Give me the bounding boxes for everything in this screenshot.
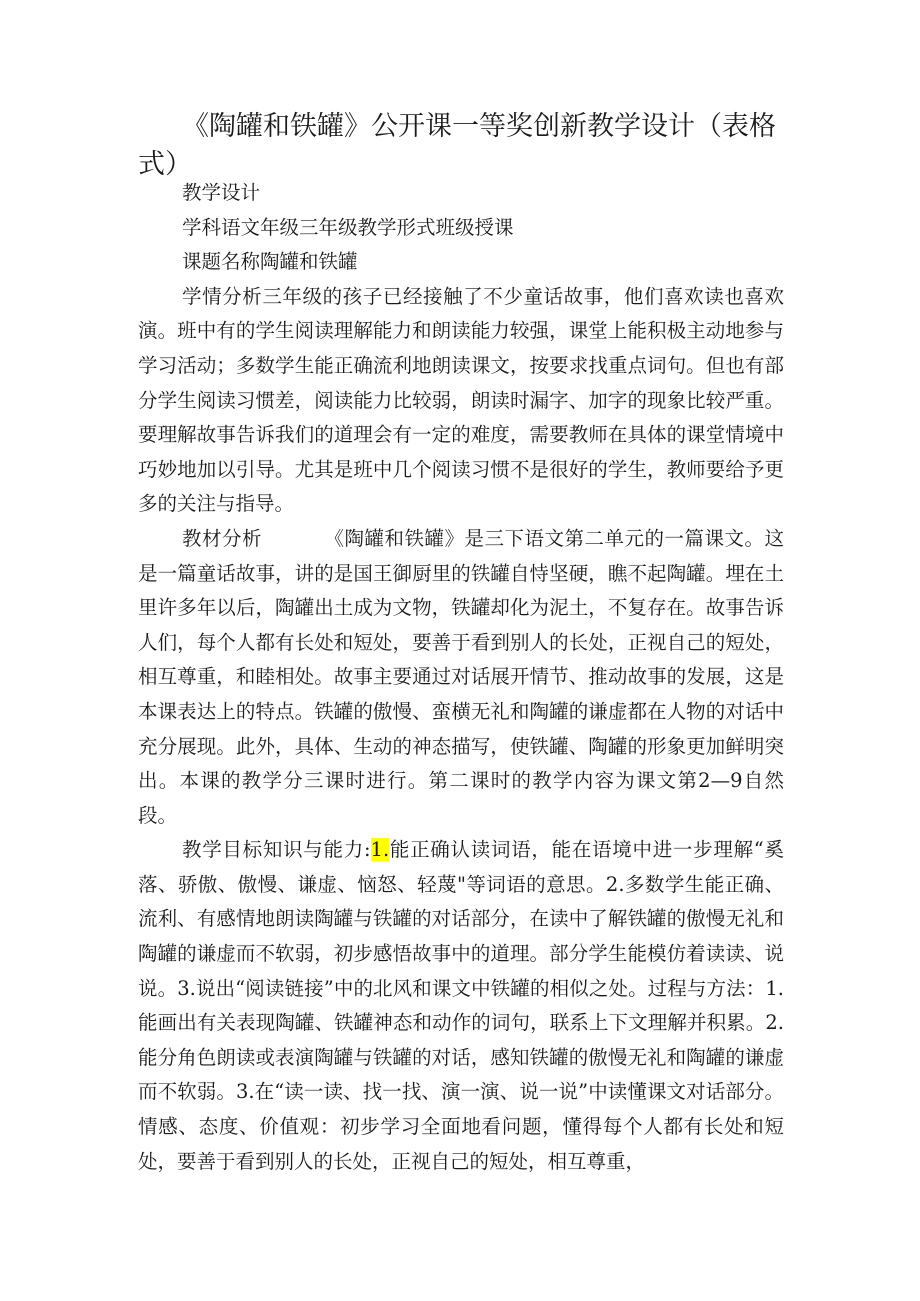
highlighted-number: 1.	[370, 838, 390, 862]
subject-line: 学科语文年级三年级教学形式班级授课	[182, 215, 514, 239]
goals-label: 教学目标知识与能力:	[182, 838, 371, 862]
teaching-goals-paragraph	[138, 833, 784, 1179]
student-analysis-paragraph: 学情分析三年级的孩子已经接触了不少童话故事，他们喜欢读也喜欢演。班中有的学生阅读理解能力和朗读能力较强，课堂上能积极主动地参与学习活动；多数学生能正确流利地朗读课文，按要求找重点词句。但也有部分学生阅读习惯差，阅读能力比较弱，朗读时漏字、加字的现象比较严重。要理解故事告诉我们的道理会有一定的难度，需要教师在具体的课堂情境中巧妙地加以引导。尤其是班中几个阅读习惯不是很好的学生，教师要给予更多的关注与指导。	[138, 284, 784, 516]
material-text: 《陶罐和铁罐》是三下语文第二单元的一篇课文。这是一篇童话故事，讲的是国王御厨里的铁罐自恃坚硬，瞧不起陶罐。埋在土里许多年以后，陶罐出土成为文物，铁罐却化为泥土，不复存在。故事告诉人们，每个人都有长处和短处，要善于看到别人的长处，正视自己的短处，相互尊重，和睦相处。故事主要通过对话展开情节、推动故事的发展，这是本课表达上的特点。铁罐的傲慢、蛮横无礼和陶罐的谦虚都在人物的对话中充分展现。此外，具体、生动的神态描写，使铁罐、陶罐的形象更加鲜明突出。本课的教学分三课时进行。第二课时的教学内容为课文第2—9自然段。	[138, 526, 784, 827]
topic-line: 课题名称陶罐和铁罐	[182, 250, 358, 274]
document-body	[138, 176, 784, 1179]
material-label: 教材分析	[182, 526, 262, 550]
goals-text: 能正确认读词语，能在语境中进一步理解“奚落、骄傲、傲慢、谦虚、恼怒、轻蔑"等词语的意思。2.多数学生能正确、流利、有感情地朗读陶罐与铁罐的对话部分，在读中了解铁罐的傲慢无礼和陶罐的谦虚而不软弱，初步感悟故事中的道理。部分学生能模仿着读读、说说。3.说出“阅读链接”中的北风和课文中铁罐的相似之处。过程与方法：1.能画出有关表现陶罐、铁罐神态和动作的词句，联系上下文理解并积累。2.能分角色朗读或表演陶罐与铁罐的对话，感知铁罐的傲慢无礼和陶罐的谦虚而不软弱。3.在“读一读、找一找、演一演、说一说”中读懂课文对话部分。情感、态度、价值观：初步学习全面地看问题，懂得每个人都有长处和短处，要善于看到别人的长处，正视自己的短处，相互尊重，	[138, 838, 784, 1173]
heading-line: 教学设计	[182, 181, 261, 204]
material-analysis-paragraph	[138, 522, 784, 833]
document-title: 《陶罐和铁罐》公开课一等奖创新教学设计（表格式）	[138, 111, 776, 180]
